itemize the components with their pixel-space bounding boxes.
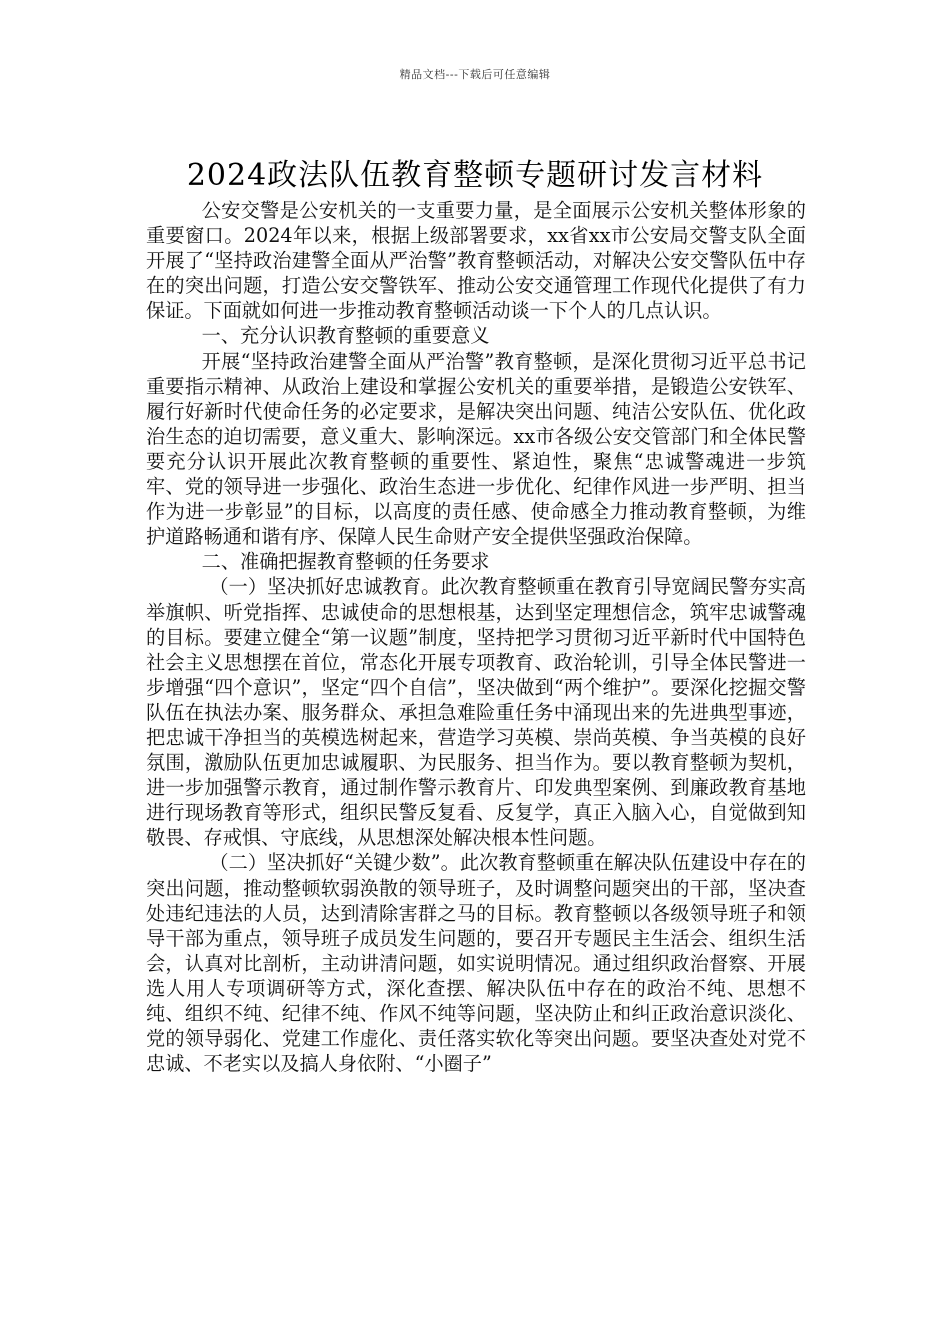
page-header: 精品文档---下载后可任意编辑 xyxy=(399,68,551,81)
document-title: 2024政法队伍教育整顿专题研讨发言材料 xyxy=(186,158,764,194)
paragraph-intro: 公安交警是公安机关的一支重要力量，是全面展示公安机关整体形象的重要窗口。2024年以来，根据上级部署要求，xx省xx市公安局交警支队全面开展了“坚持政治建警全面从严治警”教育整顿活动，对解决公安交警队伍中存在的突出问题，打造公安交警铁军、推动公安交通管理工作现代化提供了有力保证。下面就如何进一步推动教育整顿活动谈一下个人的几点认识。 xyxy=(146,199,806,323)
document-body xyxy=(146,198,806,1076)
paragraph-subsection-1: （一）坚决抓好忠诚教育。此次教育整顿重在教育引导宽阔民警夯实高举旗帜、听党指挥、忠诚使命的思想根基，达到坚定理想信念，筑牢忠诚警魂的目标。要建立健全“第一议题”制度，坚持把学习贯彻习近平新时代中国特色社会主义思想摆在首位，常态化开展专项教育、政治轮训，引导全体民警进一步增强“四个意识”，坚定“四个自信”，坚决做到“两个维护”。要深化挖掘交警队伍在执法办案、服务群众、承担急难险重任务中涌现出来的先进典型事迹，把忠诚干净担当的英模选树起来，营造学习英模、崇尚英模、争当英模的良好氛围，激励队伍更加忠诚履职、为民服务、担当作为。要以教育整顿为契机，进一步加强警示教育，通过制作警示教育片、印发典型案例、到廉政教育基地进行现场教育等形式，组织民警反复看、反复学，真正入脑入心，自觉做到知敬畏、存戒惧、守底线，从思想深处解决根本性问题。 xyxy=(146,575,806,850)
paragraph-section-1: 开展“坚持政治建警全面从严治警”教育整顿，是深化贯彻习近平总书记重要指示精神、从政治上建设和掌握公安机关的重要举措，是锻造公安铁军、履行好新时代使命任务的必定要求，是解决突出问题、纯洁公安队伍、优化政治生态的迫切需要，意义重大、影响深远。xx市各级公安交管部门和全体民警要充分认识开展此次教育整顿的重要性、紧迫性，聚焦“忠诚警魂进一步筑牢、党的领导进一步强化、政治生态进一步优化、纪律作风进一步严明、担当作为进一步彰显”的目标，以高度的责任感、使命感全力推动教育整顿，为维护道路畅通和谐有序、保障人民生命财产安全提供坚强政治保障。 xyxy=(146,349,806,549)
paragraph-subsection-2: （二）坚决抓好“关键少数”。此次教育整顿重在解决队伍建设中存在的突出问题，推动整顿软弱涣散的领导班子，及时调整问题突出的干部，坚决查处违纪违法的人员，达到清除害群之马的目标。教育整顿以各级领导班子和领导干部为重点，领导班子成员发生问题的，要召开专题民主生活会、组织生活会，认真对比剖析，主动讲清问题，如实说明情况。通过组织政治督察、开展选人用人专项调研等方式，深化查摆、解决队伍中存在的政治不纯、思想不纯、组织不纯、纪律不纯、作风不纯等问题，坚决防止和纠正政治意识淡化、党的领导弱化、党建工作虚化、责任落实软化等突出问题。要坚决查处对党不忠诚、不老实以及搞人身依附、“小圈子” xyxy=(146,851,806,1076)
section-heading-2: 二、准确把握教育整顿的任务要求 xyxy=(201,550,490,574)
section-heading-1: 一、充分认识教育整顿的重要意义 xyxy=(201,324,490,348)
